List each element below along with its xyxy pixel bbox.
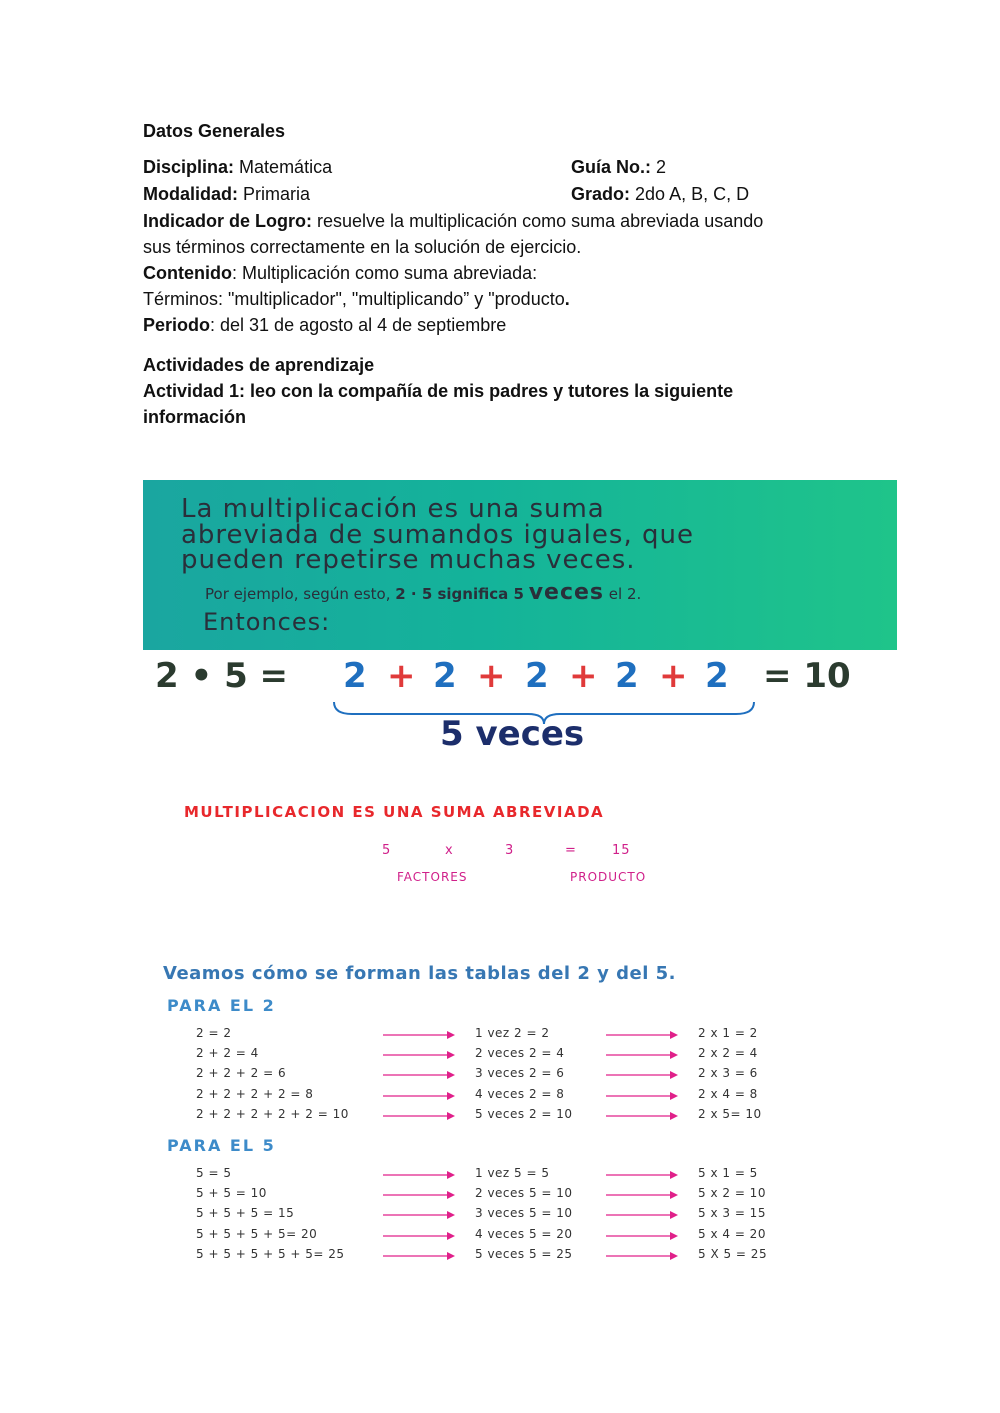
producto-label: PRODUCTO: [570, 870, 647, 884]
guia-value: 2: [656, 157, 667, 177]
right-arrow-icon: [383, 1171, 455, 1179]
section-para-5: PARA EL 5: [167, 1136, 276, 1155]
grado-row: [571, 181, 749, 207]
banner-line-1: La multiplicación es una suma: [181, 494, 605, 524]
terminos-dot: .: [564, 289, 570, 309]
equation-left: 2 • 5 =: [155, 656, 289, 696]
factors-title: MULTIPLICACION ES UNA SUMA ABREVIADA: [184, 803, 605, 821]
times-sign: x: [445, 843, 454, 858]
table-row-veces: 5 veces 2 = 10: [475, 1106, 573, 1121]
table-row-sum: 5 + 5 + 5 + 5= 20: [196, 1226, 318, 1241]
periodo-value: : del 31 de agosto al 4 de septiembre: [210, 315, 507, 335]
five-times-label: 5 veces: [440, 714, 585, 754]
banner-example-prefix: Por ejemplo, según esto,: [205, 585, 396, 603]
guia-row: [571, 154, 666, 180]
contenido-label: Contenido: [143, 263, 232, 283]
table-row-mult: 2 x 1 = 2: [698, 1026, 758, 1040]
right-arrow-icon: [383, 1112, 455, 1120]
equation-term: 2: [615, 656, 639, 696]
table-row-mult: 5 x 3 = 15: [698, 1206, 766, 1221]
activities-title: Actividades de aprendizaje: [143, 355, 375, 375]
terminos-row: [143, 286, 570, 312]
table-row-sum: 2 + 2 + 2 = 6: [196, 1066, 287, 1081]
right-arrow-icon: [606, 1211, 678, 1219]
right-arrow-icon: [606, 1171, 678, 1179]
contenido-row: [143, 260, 537, 286]
table-row-sum: 2 + 2 + 2 + 2 + 2 = 10: [196, 1106, 349, 1121]
right-arrow-icon: [606, 1031, 678, 1039]
sum-equation: [155, 656, 875, 700]
periodo-row: [143, 312, 506, 338]
grado-value: 2do A, B, C, D: [635, 184, 750, 204]
definition-banner: [143, 480, 897, 650]
table-row-sum: 5 + 5 + 5 + 5 + 5= 25: [196, 1246, 345, 1261]
factor-b: 3: [505, 843, 515, 858]
contenido-value: : Multiplicación como suma abreviada:: [231, 263, 538, 283]
table-row-mult: 2 x 3 = 6: [698, 1066, 758, 1081]
table-row-mult: 2 x 5= 10: [698, 1106, 762, 1121]
table-row-sum: 2 + 2 + 2 + 2 = 8: [196, 1086, 314, 1101]
right-arrow-icon: [383, 1031, 455, 1039]
table-row-veces: 4 veces 5 = 20: [475, 1226, 573, 1241]
right-arrow-icon: [606, 1051, 678, 1059]
equation-right: = 10: [763, 656, 851, 696]
table-row-mult: 5 X 5 = 25: [698, 1246, 768, 1261]
table-row-mult: 5 x 1 = 5: [698, 1166, 758, 1180]
table-row-sum: 5 + 5 = 10: [196, 1186, 267, 1201]
table-row-veces: 2 veces 5 = 10: [475, 1186, 573, 1201]
right-arrow-icon: [606, 1191, 678, 1199]
disciplina-label: Disciplina:: [143, 157, 235, 177]
equation-term: 2: [705, 656, 729, 696]
table-row-sum: 5 + 5 + 5 = 15: [196, 1206, 295, 1221]
disciplina-row: [143, 154, 332, 180]
table-row-mult: 5 x 4 = 20: [698, 1226, 766, 1241]
table-row-veces: 1 vez 2 = 2: [475, 1026, 550, 1040]
right-arrow-icon: [606, 1232, 678, 1240]
table-row-sum: 2 = 2: [196, 1026, 232, 1040]
table-row-mult: 5 x 2 = 10: [698, 1186, 766, 1201]
modalidad-value: Primaria: [243, 184, 311, 204]
right-arrow-icon: [606, 1252, 678, 1260]
section-title: Datos Generales: [143, 121, 286, 141]
right-arrow-icon: [606, 1092, 678, 1100]
periodo-label: Periodo: [143, 315, 211, 335]
equation-term: 2: [433, 656, 457, 696]
right-arrow-icon: [383, 1071, 455, 1079]
right-arrow-icon: [383, 1211, 455, 1219]
banner-entonces: Entonces:: [203, 608, 331, 636]
banner-example-expr: 2 · 5 significa 5: [395, 585, 524, 603]
right-arrow-icon: [383, 1232, 455, 1240]
table-row-veces: 5 veces 5 = 25: [475, 1246, 573, 1261]
equation-plus: +: [659, 656, 688, 696]
right-arrow-icon: [383, 1092, 455, 1100]
disciplina-value: Matemática: [239, 157, 333, 177]
table-row-veces: 2 veces 2 = 4: [475, 1046, 565, 1061]
activity1-line2: información: [143, 407, 247, 427]
banner-example: [205, 580, 641, 605]
product-value: 15: [612, 843, 631, 858]
right-arrow-icon: [383, 1051, 455, 1059]
table-row-mult: 2 x 2 = 4: [698, 1046, 758, 1061]
table-row-veces: 3 veces 5 = 10: [475, 1206, 573, 1221]
equation-term: 2: [525, 656, 549, 696]
equation-term: 2: [343, 656, 367, 696]
table-row-veces: 4 veces 2 = 8: [475, 1086, 565, 1101]
right-arrow-icon: [606, 1112, 678, 1120]
banner-line-2: abreviada de sumandos iguales, que: [181, 520, 694, 550]
right-arrow-icon: [606, 1071, 678, 1079]
section-para-2: PARA EL 2: [167, 996, 276, 1015]
activity1-line1: Actividad 1: leo con la compañía de mis padres y tutores la siguiente: [143, 381, 734, 401]
table-row-sum: 5 = 5: [196, 1166, 232, 1180]
modalidad-row: [143, 181, 310, 207]
banner-example-big: veces: [528, 580, 605, 605]
indicador-label: Indicador de Logro:: [143, 211, 312, 231]
indicador-value-2: sus términos correctamente en la solución de ejercicio.: [143, 237, 582, 257]
terminos-text: Términos: "multiplicador", "multiplicando” y "producto: [143, 289, 565, 309]
equation-plus: +: [387, 656, 416, 696]
table-row-mult: 2 x 4 = 8: [698, 1086, 758, 1101]
equation-plus: +: [477, 656, 506, 696]
factor-a: 5: [382, 843, 392, 858]
table-row-sum: 2 + 2 = 4: [196, 1046, 259, 1061]
banner-line-3: pueden repetirse muchas veces.: [181, 545, 636, 575]
guia-label: Guía No.:: [571, 157, 651, 177]
grado-label: Grado:: [571, 184, 631, 204]
equals-sign: =: [565, 843, 577, 858]
factores-label: FACTORES: [397, 870, 468, 884]
banner-example-suffix: el 2.: [604, 585, 642, 603]
tables-title: Veamos cómo se forman las tablas del 2 y del 5.: [163, 963, 677, 984]
equation-plus: +: [569, 656, 598, 696]
indicador-row: [143, 208, 763, 234]
right-arrow-icon: [383, 1191, 455, 1199]
modalidad-label: Modalidad:: [143, 184, 238, 204]
table-row-veces: 3 veces 2 = 6: [475, 1066, 565, 1081]
indicador-value-1: resuelve la multiplicación como suma abreviada usando: [317, 211, 764, 231]
right-arrow-icon: [383, 1252, 455, 1260]
table-row-veces: 1 vez 5 = 5: [475, 1166, 550, 1180]
